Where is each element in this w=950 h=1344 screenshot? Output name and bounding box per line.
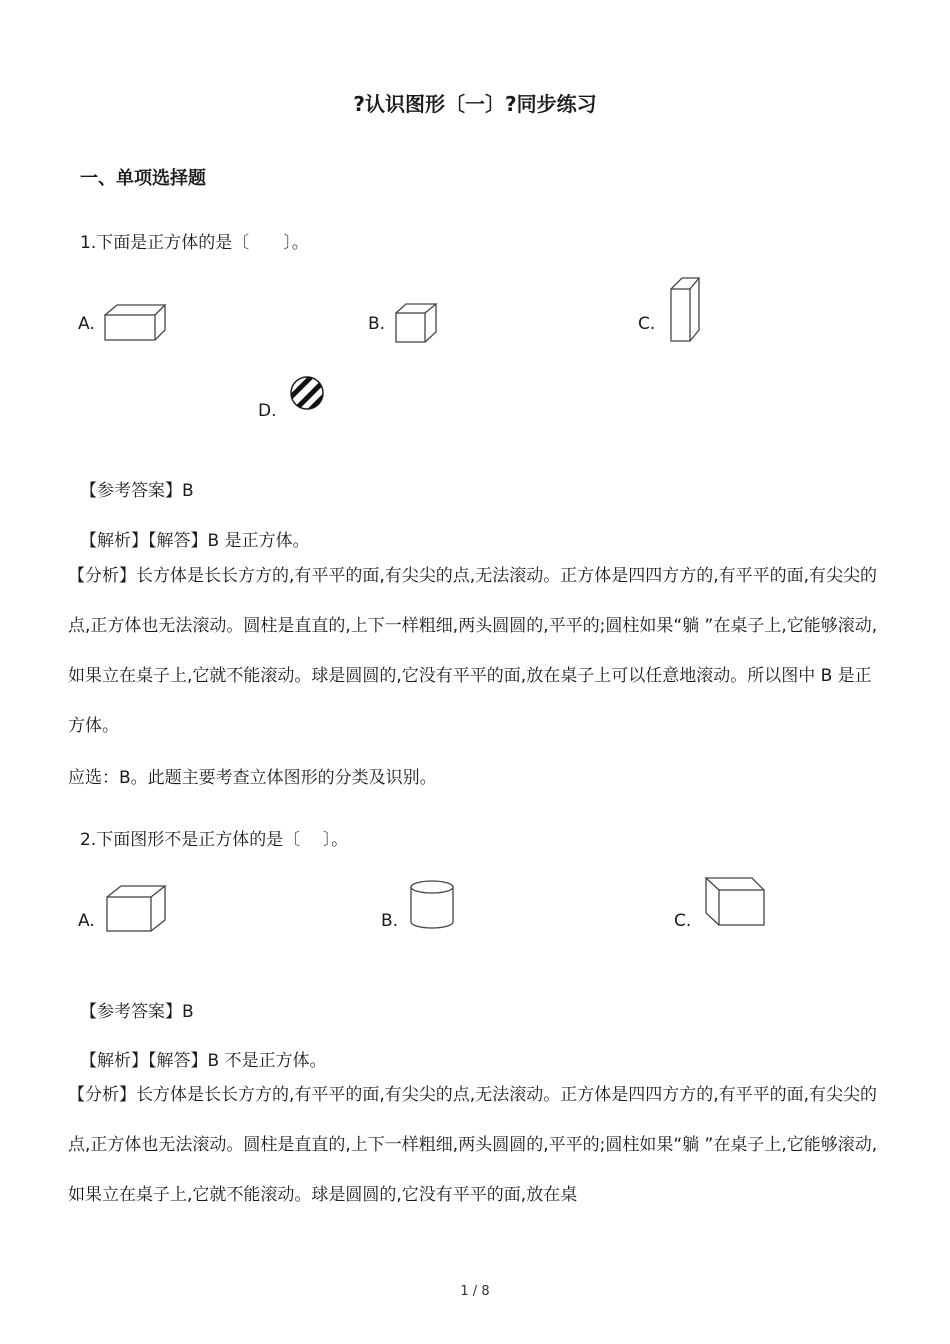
q1-option-d-striped-ball-icon (288, 374, 326, 412)
q1-option-a-cuboid-icon (103, 303, 169, 343)
q2-solution: 【解析】【解答】B 不是正方体。 (80, 1051, 327, 1071)
q1-solution: 【解析】【解答】B 是正方体。 (80, 531, 310, 551)
q1-option-b-cube-icon (394, 302, 440, 344)
q1-option-b-label: B. (368, 314, 386, 334)
q1-option-a-label: A. (78, 314, 95, 334)
page-title: ?认识图形〔一〕?同步练习 (353, 92, 597, 116)
question-1-stem: 1.下面是正方体的是〔 〕。 (80, 233, 309, 253)
page-number: 1 / 8 (460, 1284, 490, 1299)
q2-analysis: 【分析】长方体是长长方方的,有平平的面,有尖尖的点,无法滚动。正方体是四四方方的,有平平的面,有尖尖的点,正方体也无法滚动。圆柱是直直的,上下一样粗细,两头圆圆的,平平的;圆柱如果“躺 ”在桌子上,它能够滚动,如果立在桌子上,它就不能滚动。球是圆圆的,它没有平平的面,放在桌 (68, 1085, 878, 1205)
q1-conclusion: 应选：B。此题主要考查立体图形的分类及识别。 (68, 768, 437, 788)
question-2-stem: 2.下面图形不是正方体的是〔 〕。 (80, 830, 349, 850)
section-heading: 一、单项选择题 (80, 168, 206, 189)
q2-option-c-cuboid-icon (702, 876, 768, 928)
q2-option-c-label: C. (674, 911, 692, 931)
q2-option-b-label: B. (381, 911, 399, 931)
q1-answer: 【参考答案】B (80, 481, 194, 501)
q1-option-c-label: C. (638, 314, 656, 334)
q1-analysis: 【分析】长方体是长长方方的,有平平的面,有尖尖的点,无法滚动。正方体是四四方方的,有平平的面,有尖尖的点,正方体也无法滚动。圆柱是直直的,上下一样粗细,两头圆圆的,平平的;圆柱如果“躺 ”在桌子上,它能够滚动,如果立在桌子上,它就不能滚动。球是圆圆的,它没有平平的面,放在桌子上可以任意地滚动。所以图中 B 是正方体。 (68, 566, 878, 736)
q2-option-b-cylinder-icon (408, 878, 458, 932)
q2-answer: 【参考答案】B (80, 1002, 194, 1022)
q1-option-c-tall-cuboid-icon (668, 276, 704, 344)
q1-option-d-label: D. (258, 401, 277, 421)
q2-option-a-label: A. (78, 911, 95, 931)
q2-option-a-cube-icon (104, 884, 168, 934)
